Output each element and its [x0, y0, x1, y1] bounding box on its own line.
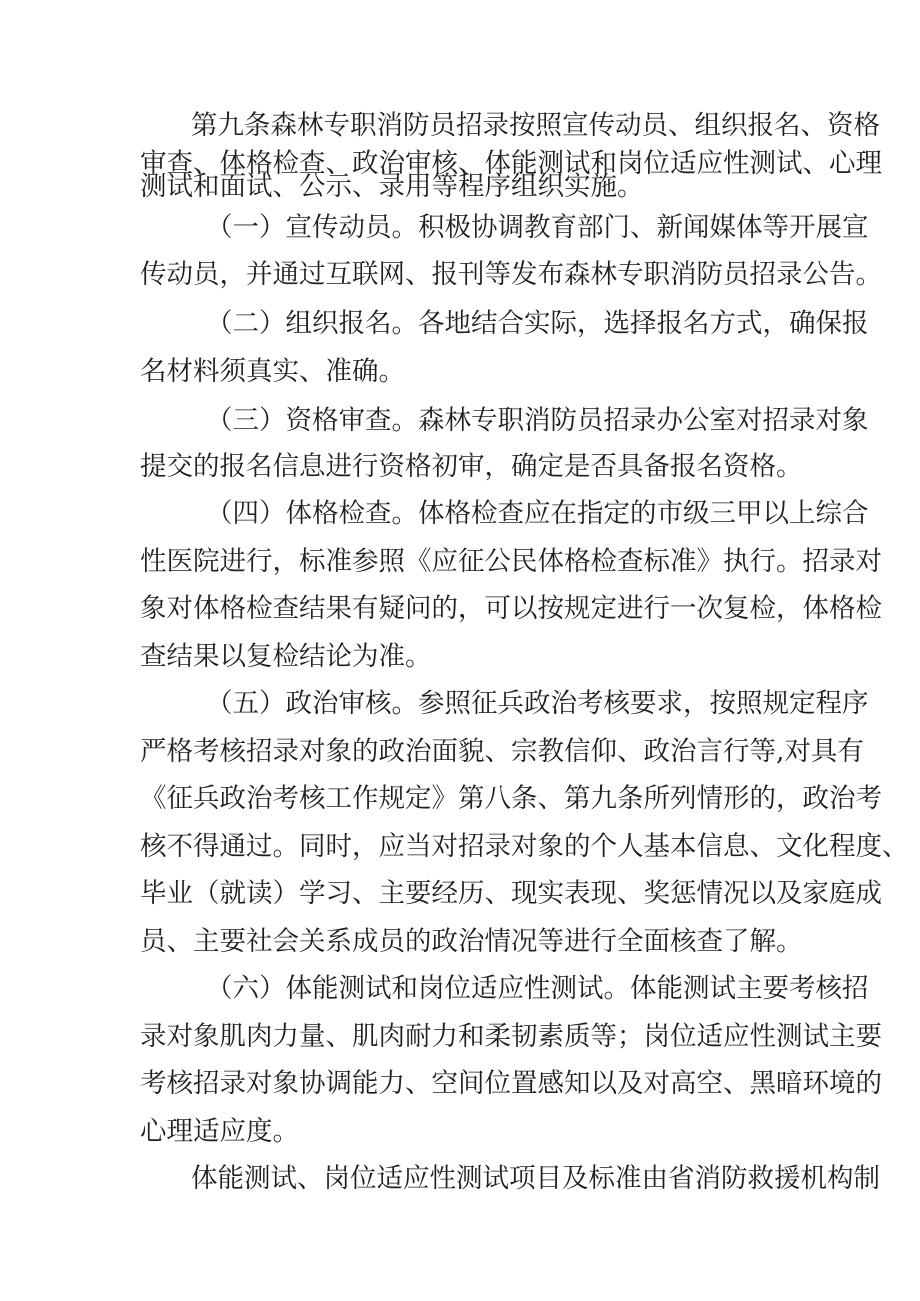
text-line: （三）资格审查。森林专职消防员招录办公室对招录对象: [206, 405, 869, 436]
text-line: 测试和面试、公示、录用等程序组织实施。: [140, 171, 644, 202]
text-line: 严格考核招录对象的政治面貌、宗教信仰、政治言行等,对具有: [140, 736, 864, 767]
text-line: 第九条森林专职消防员招录按照宣传动员、组织报名、资格: [191, 110, 880, 141]
text-line: 查结果以复检结论为准。: [140, 641, 432, 672]
text-line: 考核招录对象协调能力、空间位置感知以及对高空、黑暗环境的: [140, 1068, 882, 1099]
text-line: （一）宣传动员。积极协调教育部门、新闻媒体等开展宣: [206, 212, 869, 243]
text-line: 核不得通过。同时，应当对招录对象的个人基本信息、文化程度、: [140, 831, 909, 862]
text-line: 毕业（就读）学习、主要经历、现实表现、奖惩情况以及家庭成: [140, 878, 882, 909]
text-line: （六）体能测试和岗位适应性测试。体能测试主要考核招: [206, 973, 869, 1004]
text-line: 《征兵政治考核工作规定》第八条、第九条所列情形的，政治考: [140, 783, 882, 814]
text-line: （四）体格检查。体格检查应在指定的市级三甲以上综合: [206, 498, 869, 529]
text-line: （二）组织报名。各地结合实际，选择报名方式，确保报: [206, 308, 869, 339]
text-line: 性医院进行，标准参照《应征公民体格检查标准》执行。招录对: [140, 546, 882, 577]
text-line: 录对象肌肉力量、肌肉耐力和柔韧素质等；岗位适应性测试主要: [140, 1021, 882, 1052]
text-line: （五）政治审核。参照征兵政治考核要求，按照规定程序: [206, 688, 869, 719]
text-line: 审查、体格检查、政治审核、体能测试和岗位适应性测试、心理: [140, 148, 882, 179]
text-line: 心理适应度。: [140, 1116, 299, 1147]
text-line: 传动员，并通过互联网、报刊等发布森林专职消防员招录公告。: [140, 259, 882, 290]
text-line: 名材料须真实、准确。: [140, 356, 405, 387]
text-line: 员、主要社会关系成员的政治情况等进行全面核查了解。: [140, 926, 803, 957]
text-line: 象对体格检查结果有疑问的，可以按规定进行一次复检，体格检: [140, 593, 882, 624]
text-line: 体能测试、岗位适应性测试项目及标准由省消防救援机构制: [191, 1163, 880, 1194]
text-line: 提交的报名信息进行资格初审，确定是否具备报名资格。: [140, 451, 803, 482]
